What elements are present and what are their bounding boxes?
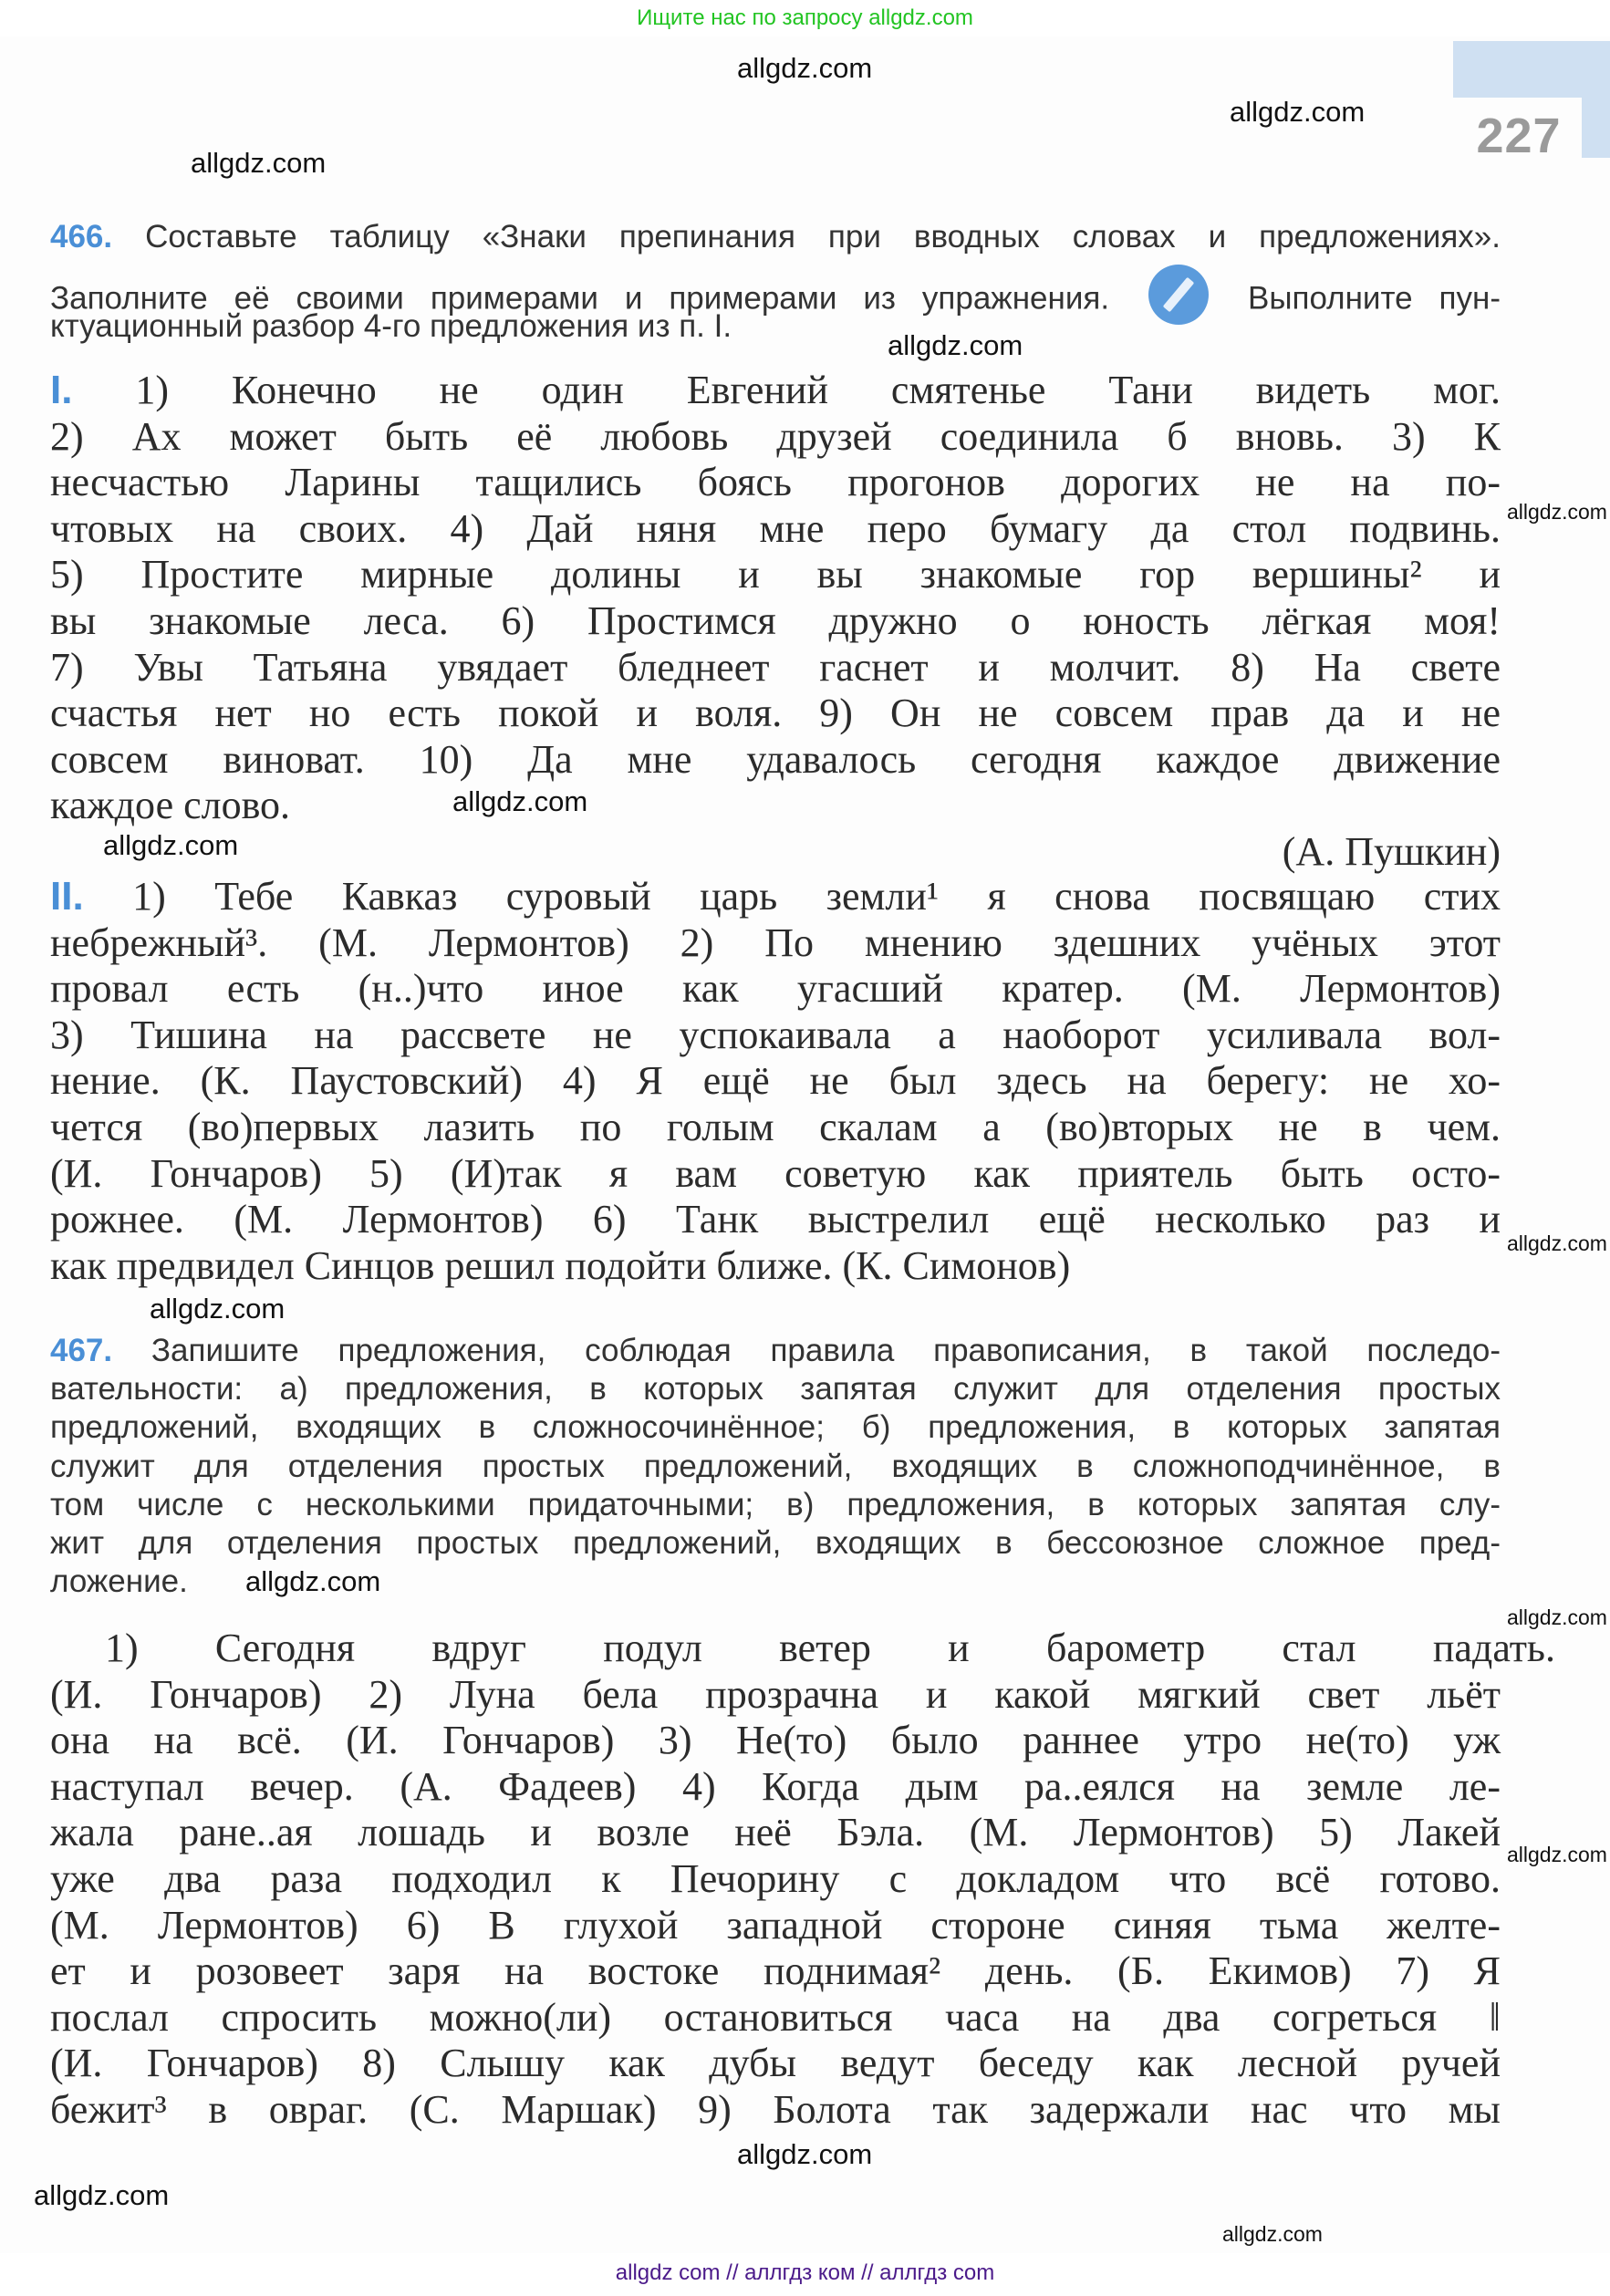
section-i-line xyxy=(50,414,1501,460)
line-text: 7) Увы Татьяна увядает бледнеет гаснет и молчит. 8) На свете xyxy=(50,644,1501,690)
section-ii-line xyxy=(50,874,1501,919)
line-text: чтовых на своих. 4) Дай няня мне перо бумагу да стол подвинь. xyxy=(50,505,1501,551)
line-text: (И. Гончаров) 8) Слышу как дубы ведут беседу как лесной ручей xyxy=(50,2041,1501,2086)
exercise-466-line xyxy=(50,219,1501,255)
line-text: совсем виноват. 10) Да мне удавалось сегодня каждое движение xyxy=(50,736,1501,782)
section-ii-line xyxy=(50,1013,1501,1058)
line-text: предложений, входящих в сложносочинённое; б) предложения, в которых запятая xyxy=(50,1409,1501,1446)
exercise-466-line xyxy=(50,308,1501,345)
section-ii-line xyxy=(50,1151,1501,1197)
exercise-467-sentences-line xyxy=(50,1764,1501,1810)
watermark-link[interactable]: allgdz.com xyxy=(150,1293,286,1325)
line-text: жала ране..ая лошадь и возле неё Бэла. (М. Лермонтов) 5) Лакей xyxy=(50,1810,1501,1855)
line-text: Составьте таблицу «Знаки препинания при вводных словах и предложениях». xyxy=(145,219,1501,255)
line-text: вательности: а) предложения, в которых запятая служит для отделения простых xyxy=(50,1371,1501,1408)
line-text: Заполните её своими примерами и примерами из упражнения. xyxy=(50,280,1110,317)
line-text: наступал вечер. (А. Фадеев) 4) Когда дым ра..еялся на земле ле- xyxy=(50,1763,1501,1809)
exercise-number: II. xyxy=(50,874,84,919)
exercise-number: 466. xyxy=(50,219,113,255)
watermark-link[interactable]: allgdz.com xyxy=(245,1565,381,1597)
exercise-467-sentences-line xyxy=(50,2041,1501,2086)
line-text: Выполните пун- xyxy=(1248,280,1501,317)
line-text: рожнее. (М. Лермонтов) 6) Танк выстрелил ещё несколько раз и xyxy=(50,1197,1501,1242)
line-text: (И. Гончаров) 5) (И)так я вам советую как приятель быть осто- xyxy=(50,1150,1501,1196)
section-ii-line xyxy=(50,1243,1501,1289)
line-text: ет и розовеет заря на востоке поднимая² день. (Б. Екимов) 7) Я xyxy=(50,1948,1501,1994)
line-text: провал есть (н..)что иное как угасший кратер. (М. Лермонтов) xyxy=(50,966,1501,1012)
watermark-link[interactable]: allgdz.com xyxy=(737,52,873,84)
line-text: ложение. xyxy=(50,1564,188,1600)
line-text: вы знакомые леса. 6) Простимся дружно о юность лёгкая моя! xyxy=(50,598,1501,643)
section-i-line xyxy=(50,645,1501,691)
section-i-line xyxy=(50,691,1501,736)
line-text: (А. Пушкин) xyxy=(1282,829,1501,874)
section-i-line xyxy=(50,460,1501,505)
section-ii-line xyxy=(50,1197,1501,1242)
line-text: каждое слово. xyxy=(50,783,291,828)
line-text: 5) Простите мирные долины и вы знакомые гор вершины² и xyxy=(50,552,1501,597)
section-i-line xyxy=(50,737,1501,783)
watermark-link[interactable]: allgdz.com xyxy=(1507,1231,1607,1255)
section-i-line xyxy=(50,552,1501,597)
watermark-link[interactable]: allgdz.com xyxy=(737,2138,873,2170)
exercise-number: 467. xyxy=(50,1333,113,1368)
exercise-467-sentences-line xyxy=(50,1672,1501,1718)
section-i-line xyxy=(50,829,1501,875)
exercise-466-line xyxy=(50,270,1501,317)
watermark-link[interactable]: allgdz.com xyxy=(1230,96,1366,128)
watermark-link[interactable]: allgdz.com xyxy=(1507,500,1607,524)
line-text: она на всё. (И. Гончаров) 3) Не(то) было раннее утро не(то) уж xyxy=(50,1718,1501,1763)
watermark-link[interactable]: allgdz.com xyxy=(191,147,327,179)
section-i-line xyxy=(50,783,1501,828)
exercise-number: I. xyxy=(50,368,73,412)
line-text: бежит³ в овраг. (С. Маршак) 9) Болота так задержали нас что мы xyxy=(50,2087,1501,2132)
line-text: том числе с несколькими придаточными; в) предложения, в которых запятая слу- xyxy=(50,1486,1501,1522)
exercise-467-sentences-line xyxy=(50,1718,1501,1763)
footer-links[interactable]: allgdz com // аллгдз ком // аллгдз com xyxy=(615,2260,995,2285)
line-text: чется (во)первых лазить по голым скалам а (во)вторых не в чем. xyxy=(50,1105,1501,1149)
line-text: служит для отделения простых предложений, входящих в сложноподчинённое, в xyxy=(50,1448,1501,1484)
line-text: уже два раза подходил к Печорину с докладом что всё готово. xyxy=(50,1856,1501,1901)
watermark-link[interactable]: allgdz.com xyxy=(452,785,588,817)
watermark-link[interactable]: allgdz.com xyxy=(888,329,1023,361)
page-corner-tab-edge xyxy=(1582,98,1610,158)
exercise-467-line xyxy=(50,1449,1501,1485)
line-text: как предвидел Синцов решил подойти ближе. (К. Симонов) xyxy=(50,1242,1071,1288)
exercise-467-line xyxy=(50,1371,1501,1408)
line-text: (И. Гончаров) 2) Луна бела прозрачна и какой мягкий свет льёт xyxy=(50,1671,1501,1717)
section-i-line xyxy=(50,368,1501,413)
line-text: (М. Лермонтов) 6) В глухой западной стороне синяя тьма желте- xyxy=(50,1902,1501,1948)
section-i-line xyxy=(50,506,1501,552)
exercise-467-line xyxy=(50,1525,1501,1562)
exercise-467-line xyxy=(50,1487,1501,1523)
watermark-link[interactable]: allgdz.com xyxy=(34,2179,170,2211)
exercise-467-sentences-line xyxy=(50,1903,1501,1948)
exercise-467-sentences-line xyxy=(50,1810,1501,1855)
line-text: 1) Тебе Кавказ суровый царь земли¹ я снова посвящаю стих xyxy=(132,874,1501,919)
exercise-467-sentences-line xyxy=(50,1995,1501,2041)
watermark-link[interactable]: allgdz.com xyxy=(103,829,239,861)
page-corner-tab xyxy=(1453,41,1610,98)
line-text: жит для отделения простых предложений, входящих в бессоюзное сложное пред- xyxy=(50,1525,1501,1561)
line-text: 1) Конечно не один Евгений смятенье Тани видеть мог. xyxy=(135,368,1501,412)
line-text: счастья нет но есть покой и воля. 9) Он не совсем прав да и не xyxy=(50,691,1501,736)
exercise-467-sentences-line xyxy=(50,1948,1501,1994)
exercise-467-sentences-line xyxy=(50,1856,1501,1902)
watermark-link[interactable]: allgdz.com xyxy=(1222,2222,1323,2246)
line-text: ктуационный разбор 4-го предложения из п. I. xyxy=(50,308,732,344)
line-text: 1) Сегодня вдруг подул ветер и барометр стал падать. xyxy=(105,1626,1555,1670)
section-ii-line xyxy=(50,920,1501,966)
exercise-467-sentences-line xyxy=(50,2087,1501,2133)
section-i-line xyxy=(50,598,1501,644)
section-ii-line xyxy=(50,1058,1501,1104)
watermark-link[interactable]: allgdz.com xyxy=(1507,1843,1607,1866)
line-text: Запишите предложения, соблюдая правила правописания, в такой последо- xyxy=(151,1333,1501,1368)
section-ii-line xyxy=(50,966,1501,1012)
exercise-467-sentences-line xyxy=(50,1626,1555,1671)
line-text: 2) Ах может быть её любовь друзей соединила б вновь. 3) К xyxy=(50,413,1501,459)
watermark-link[interactable]: allgdz.com xyxy=(1507,1605,1607,1629)
exercise-467-line xyxy=(50,1409,1501,1446)
line-text: послал спросить можно(ли) остановиться часа на два согреться ‖ xyxy=(50,1994,1501,2040)
line-text: 3) Тишина на рассвете не успокаивала а наоборот усиливала вол- xyxy=(50,1012,1501,1057)
line-text: нение. (К. Паустовский) 4) Я ещё не был здесь на берегу: не хо- xyxy=(50,1058,1501,1104)
section-ii-line xyxy=(50,1105,1501,1150)
page-number: 227 xyxy=(1476,109,1562,163)
line-text: небрежный³. (М. Лермонтов) 2) По мнению здешних учёных этот xyxy=(50,919,1501,965)
ad-banner[interactable]: Ищите нас по запросу allgdz.com xyxy=(637,5,973,30)
line-text: несчастью Ларины тащились боясь прогонов дорогих не на по- xyxy=(50,460,1501,505)
exercise-467-line xyxy=(50,1333,1501,1369)
